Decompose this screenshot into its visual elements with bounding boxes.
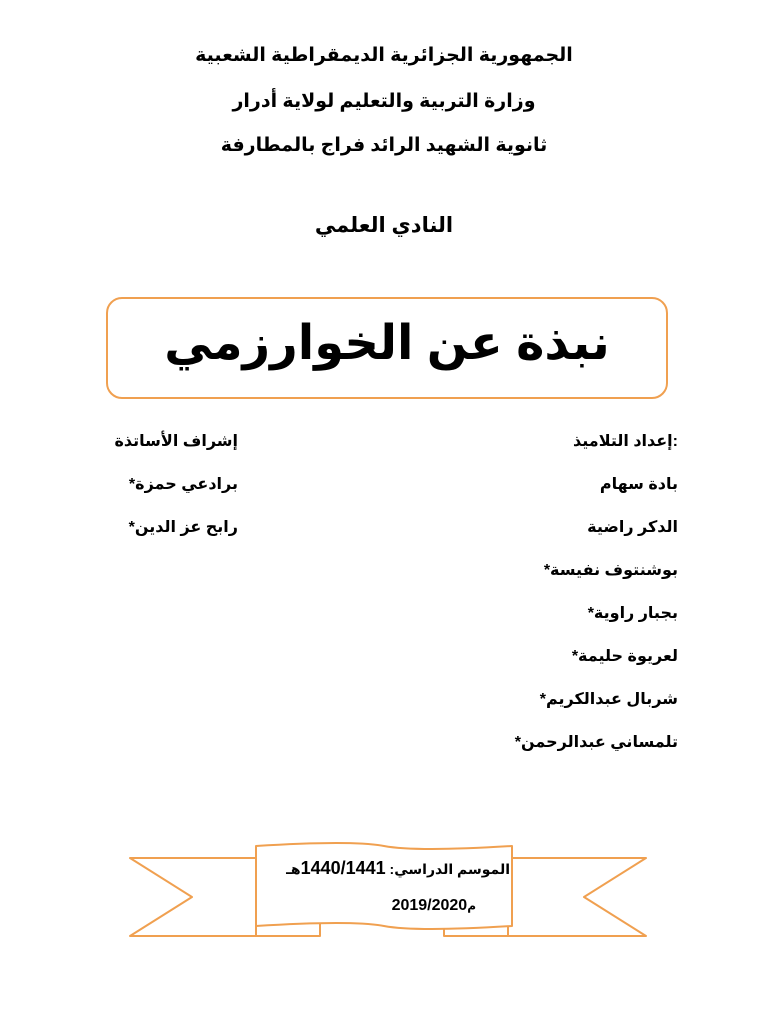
title-box (106, 297, 668, 399)
page-title: نبذة عن الخوارزمي (164, 317, 610, 370)
student-name: الدكر راضية (587, 519, 678, 536)
supervisors-list (78, 432, 238, 561)
ribbon-left-tail (130, 858, 268, 936)
year-gregorian: 2019/2020 (391, 897, 468, 914)
ribbon-center (256, 843, 512, 929)
club-name: النادي العلمي (314, 214, 454, 237)
season-line (286, 858, 510, 879)
student-name: لعريوة حليمة* (571, 648, 678, 665)
season-hijri: 1440/1441 (300, 858, 386, 878)
school-heading: ثانوية الشهيد الرائد فراج بالمطارفة (220, 135, 548, 156)
ministry-heading: وزارة التربية والتعليم لولاية أدرار (232, 91, 536, 112)
season-label: الموسم الدراسي: (389, 861, 510, 877)
ribbon-banner (128, 840, 648, 945)
republic-heading: الجمهورية الجزائرية الديمقراطية الشعبية (195, 45, 573, 66)
year-suffix: م (467, 899, 476, 913)
student-name: شربال عبدالكريم* (539, 691, 678, 708)
student-name: تلمساني عبدالرحمن* (514, 734, 678, 751)
students-list (418, 432, 678, 776)
supervisors-heading: إشراف الأساتذة (114, 433, 238, 450)
students-heading: :إعداد التلاميذ (573, 433, 678, 450)
student-name: بجبار راوية* (587, 605, 678, 622)
ribbon-right-tail (508, 858, 646, 936)
supervisor-name: برادعي حمزة* (128, 476, 238, 493)
supervisor-name: رابح عز الدين* (128, 519, 238, 536)
student-name: بوشنتوف نفيسة* (543, 562, 678, 579)
year-line (392, 897, 476, 915)
season-hijri-suffix: هـ (286, 861, 301, 877)
student-name: بادة سهام (599, 476, 678, 493)
